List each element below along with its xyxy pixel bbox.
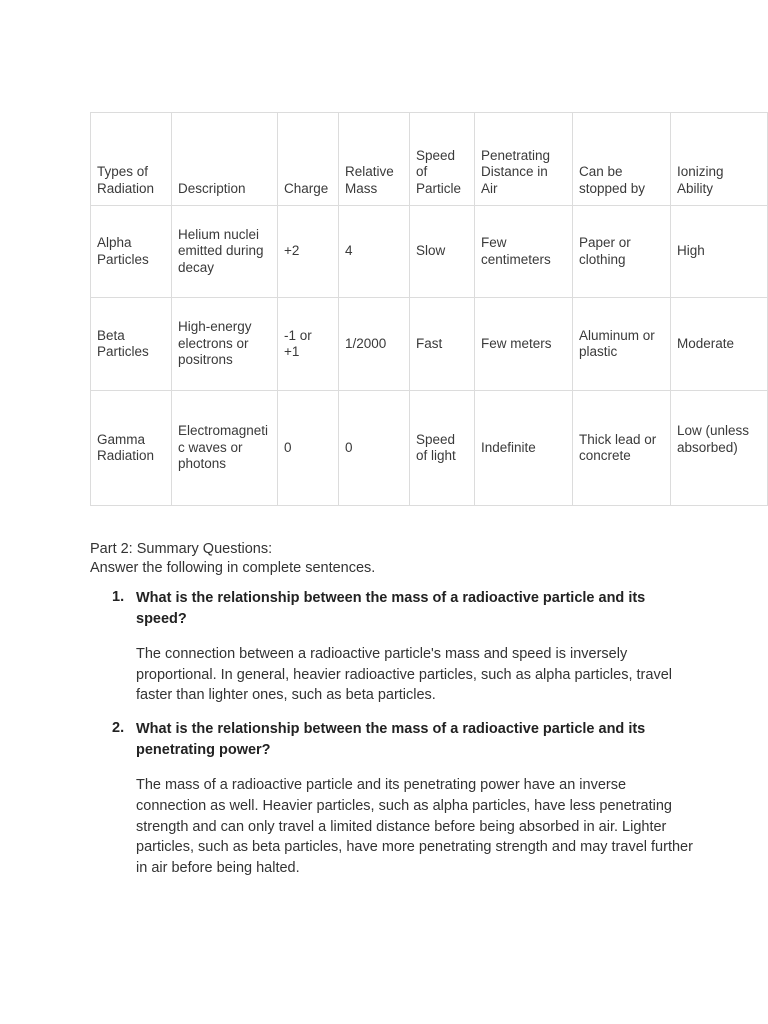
table-cell: 1/2000 (339, 298, 410, 391)
table-cell: -1 or +1 (278, 298, 339, 391)
table-cell: Fast (410, 298, 475, 391)
question-number: 1. (112, 589, 125, 605)
answer-text: The mass of a radioactive particle and its penetrating power have an inverse connection as well. Heavier particles, such as alpha particles, have less penetrating strength and can only travel a limited distance before being absorbed in air. Lighter particles, such as beta particles, have more penetrating strength and may travel further in air before being halted. (136, 777, 693, 876)
table-cell: High (671, 206, 768, 298)
table-header-row (91, 113, 768, 206)
table-cell: 4 (339, 206, 410, 298)
question-item (90, 588, 690, 706)
question-number: 2. (112, 720, 125, 737)
header-cell-charge: Charge (278, 113, 339, 206)
header-cell-speed: Speed of Particle (410, 113, 475, 206)
table-row-gamma (91, 391, 768, 506)
header-cell-penetrating-distance: Penetrating Distance in Air (475, 113, 573, 206)
table-row-alpha (91, 206, 768, 298)
table-cell: Gamma Radiation (91, 391, 172, 506)
header-cell-description: Description (172, 113, 278, 206)
table-cell: Few meters (475, 298, 573, 391)
question-text: What is the relationship between the mass of a radioactive particle and its penetrating power? (136, 721, 646, 759)
question-item (90, 719, 693, 879)
table-cell: Few centimeters (475, 206, 573, 298)
table-cell: +2 (278, 206, 339, 298)
summary-section (90, 540, 693, 879)
table-cell: 0 (339, 391, 410, 506)
table-cell: Electromagneti c waves or photons (172, 391, 278, 506)
question-list (90, 588, 693, 879)
header-cell-ionizing-ability: Ionizing Ability (671, 113, 768, 206)
table-row-beta (91, 298, 768, 391)
table-cell: Slow (410, 206, 475, 298)
summary-instruction: Answer the following in complete sentences. (90, 560, 376, 576)
table-cell: Thick lead or concrete (573, 391, 671, 506)
header-cell-types: Types of Radiation (91, 113, 172, 206)
table-cell: Helium nuclei emitted during decay (172, 206, 278, 298)
table-cell: Alpha Particles (91, 206, 172, 298)
question-text: What is the relationship between the mass of a radioactive particle and its speed? (136, 590, 646, 627)
header-cell-stopped-by: Can be stopped by (573, 113, 671, 206)
table-cell: Beta Particles (91, 298, 172, 391)
answer-text: The connection between a radioactive particle's mass and speed is inversely proportional. In general, heavier radioactive particles, such as alpha particles, travel faster than lighter ones, such as beta particles. (136, 646, 672, 704)
table-cell: Speed of light (410, 391, 475, 506)
table-cell: High-energy electrons or positrons (172, 298, 278, 391)
summary-heading: Part 2: Summary Questions: (90, 541, 273, 557)
table-cell: Moderate (671, 298, 768, 391)
table-cell: 0 (278, 391, 339, 506)
header-cell-relative-mass: Relative Mass (339, 113, 410, 206)
table-cell: Paper or clothing (573, 206, 671, 298)
table-cell: Indefinite (475, 391, 573, 506)
radiation-table (90, 112, 768, 506)
table-cell: Aluminum or plastic (573, 298, 671, 391)
table-cell: Low (unless absorbed) (671, 391, 768, 506)
